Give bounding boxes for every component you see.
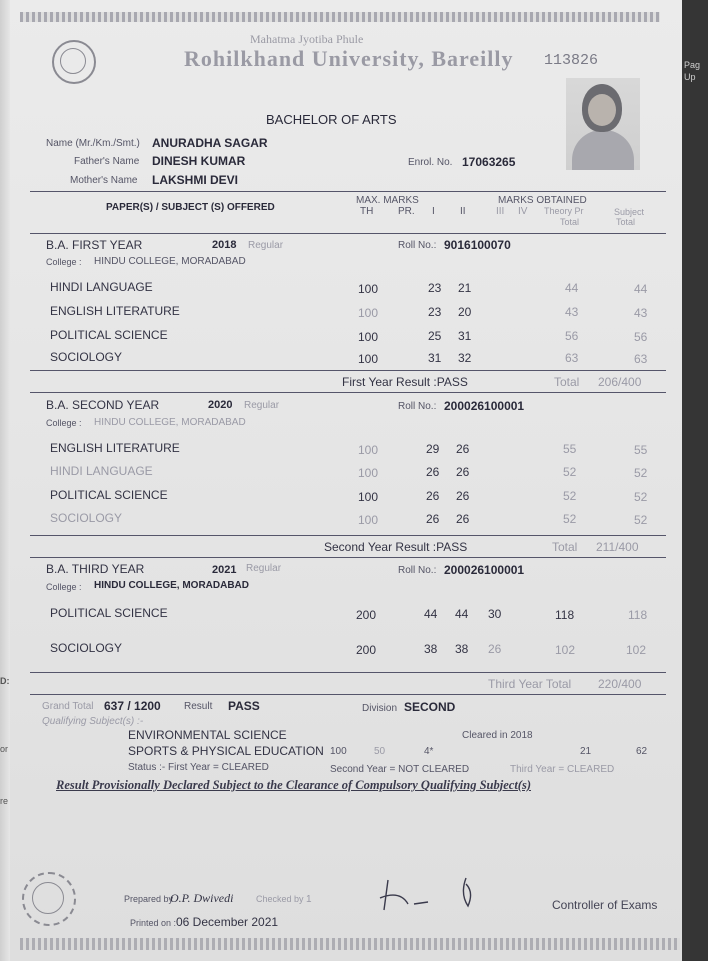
header-theory-pr: Theory Pr: [544, 206, 584, 216]
subject-total: 43: [634, 306, 648, 320]
max-marks: 100: [358, 282, 379, 296]
year-session: 2021: [212, 564, 237, 576]
division-label: Division: [362, 703, 398, 714]
university-name: Rohilkhand University, Bareilly: [184, 46, 514, 71]
year-total: 206/400: [598, 375, 642, 389]
qualifying-marks-i: 50: [374, 746, 386, 757]
subject-name: HINDI LANGUAGE: [50, 464, 153, 478]
year-mode: Regular: [246, 563, 282, 574]
edge-text: or: [0, 744, 9, 754]
max-marks: 100: [358, 443, 379, 457]
qualifying-subject: SPORTS & PHYSICAL EDUCATION: [128, 744, 324, 758]
marks-ii: 26: [456, 489, 470, 503]
header-paper: PAPER(S) / SUBJECT (S) OFFERED: [106, 202, 275, 213]
grand-total-label: Grand Total: [42, 701, 94, 712]
subject-name: SOCIOLOGY: [50, 641, 123, 655]
roll-label: Roll No.:: [398, 240, 437, 251]
subject-total: 118: [628, 608, 648, 622]
max-marks: 100: [358, 513, 379, 527]
marks-i: 38: [424, 642, 438, 656]
marks-total: 118: [555, 608, 575, 622]
marks-total: 52: [563, 512, 577, 526]
header-subject: Subject: [614, 207, 645, 217]
status-third-year: Third Year = CLEARED: [510, 764, 615, 775]
prepared-by: O.P. Dwivedi: [170, 891, 234, 905]
marks-ii: 32: [458, 351, 472, 365]
university-subtitle: Mahatma Jyotiba Phule: [250, 32, 364, 46]
enrol-label: Enrol. No.: [408, 157, 453, 168]
mother-name: LAKSHMI DEVI: [152, 173, 239, 187]
year-total-label: Total: [554, 375, 580, 389]
max-marks: 200: [356, 608, 377, 622]
division: SECOND: [404, 700, 456, 714]
marks-iii: 30: [488, 607, 502, 621]
roll-label: Roll No.:: [398, 401, 437, 412]
roll-number: 9016100070: [444, 238, 511, 252]
edge-text: D:: [0, 676, 10, 686]
decorative-border-top: [20, 12, 660, 22]
qualifying-subject: ENVIRONMENTAL SCIENCE: [128, 728, 287, 742]
printed-on: 06 December 2021: [176, 915, 279, 929]
student-photo: [566, 78, 640, 170]
subject-name: ENGLISH LITERATURE: [50, 304, 180, 318]
marks-total: 52: [563, 489, 577, 503]
mother-label: Mother's Name: [70, 175, 138, 186]
checked-label: Checked by: [256, 894, 304, 904]
marks-ii: 38: [455, 642, 469, 656]
divider: [30, 191, 666, 192]
marks-i: 26: [426, 489, 440, 503]
marks-i: 26: [426, 512, 440, 526]
college-name: HINDU COLLEGE, MORADABAD: [94, 417, 246, 428]
year-session: 2020: [208, 399, 233, 411]
year-title: B.A. THIRD YEAR: [46, 562, 145, 576]
header-marks-obtained: MARKS OBTAINED: [498, 195, 587, 206]
roll-number: 200026100001: [444, 399, 525, 413]
divider: [30, 392, 666, 393]
subject-name: POLITICAL SCIENCE: [50, 488, 168, 502]
college-name: HINDU COLLEGE, MORADABAD: [94, 580, 249, 591]
marks-i: 29: [426, 442, 440, 456]
subject-name: SOCIOLOGY: [50, 350, 123, 364]
max-marks: 100: [358, 352, 379, 366]
marks-ii: 26: [456, 442, 470, 456]
year-title: B.A. FIRST YEAR: [46, 238, 143, 252]
college-label: College :: [46, 418, 82, 428]
year-result: Second Year Result :PASS: [324, 540, 468, 554]
header-th: TH: [360, 206, 374, 217]
divider: [30, 370, 666, 371]
college-name: HINDU COLLEGE, MORADABAD: [94, 256, 246, 267]
qualifying-max: 100: [330, 746, 347, 757]
serial-number: 113826: [544, 52, 599, 69]
decorative-border-bottom: [20, 938, 680, 950]
checked-by: 1: [306, 894, 312, 905]
year-title: B.A. SECOND YEAR: [46, 398, 160, 412]
year-mode: Regular: [248, 240, 284, 251]
subject-name: ENGLISH LITERATURE: [50, 441, 180, 455]
prepared-label: Prepared by: [124, 894, 174, 904]
status-first-year: Status :- First Year = CLEARED: [128, 762, 269, 773]
marks-ii: 20: [458, 305, 472, 319]
subject-total: 56: [634, 330, 648, 344]
result-label: Result: [184, 701, 213, 712]
max-marks: 100: [358, 466, 379, 480]
marks-total: 102: [555, 643, 576, 657]
divider: [30, 672, 666, 673]
year-total: 211/400: [596, 540, 639, 554]
edge-text: Up: [684, 72, 696, 82]
qualifying-subject-total: 62: [636, 746, 648, 757]
marks-i: 23: [428, 305, 442, 319]
subject-total: 52: [634, 513, 648, 527]
year-total-label: Total: [552, 540, 578, 554]
divider: [30, 233, 666, 234]
background-screen-edge: [682, 0, 708, 961]
enrol-number: 17063265: [462, 155, 516, 169]
degree-title: BACHELOR OF ARTS: [266, 112, 397, 127]
university-logo-inner: [60, 48, 86, 74]
header-iv: IV: [518, 206, 528, 217]
divider: [30, 535, 666, 536]
subject-name: SOCIOLOGY: [50, 511, 123, 525]
header-ii: II: [460, 206, 466, 217]
marks-i: 25: [428, 329, 442, 343]
marks-iii: 26: [488, 642, 502, 656]
father-label: Father's Name: [74, 156, 140, 167]
roll-number: 200026100001: [444, 563, 525, 577]
marks-total: 44: [565, 281, 579, 295]
marks-ii: 21: [458, 281, 472, 295]
status-second-year: Second Year = NOT CLEARED: [330, 764, 470, 775]
qualifying-marks-ii: 4*: [424, 746, 434, 757]
subject-total: 55: [634, 443, 648, 457]
marks-i: 26: [426, 465, 440, 479]
marks-total: 52: [563, 465, 577, 479]
edge-text: re: [0, 796, 9, 806]
max-marks: 100: [358, 490, 379, 504]
subject-name: POLITICAL SCIENCE: [50, 328, 168, 342]
subject-name: HINDI LANGUAGE: [50, 280, 153, 294]
marks-total: 43: [565, 305, 579, 319]
controller-signature: [370, 872, 500, 922]
subject-name: POLITICAL SCIENCE: [50, 606, 168, 620]
marks-ii: 44: [455, 607, 469, 621]
header-total: Total: [560, 217, 580, 227]
marks-total: 63: [565, 351, 579, 365]
subject-total: 102: [626, 643, 647, 657]
subject-total: 52: [634, 466, 648, 480]
header-i: I: [432, 206, 435, 217]
max-marks: 100: [358, 330, 379, 344]
marks-i: 31: [428, 351, 442, 365]
header-iii: III: [496, 206, 505, 217]
year-result: First Year Result :PASS: [342, 375, 468, 389]
header-subject-total: Total: [616, 217, 636, 227]
marks-ii: 26: [456, 465, 470, 479]
marks-i: 23: [428, 281, 442, 295]
year-mode: Regular: [244, 400, 280, 411]
subject-total: 52: [634, 490, 648, 504]
edge-text: Pag: [684, 60, 701, 70]
max-marks: 200: [356, 643, 377, 657]
college-label: College :: [46, 582, 82, 592]
marks-ii: 26: [456, 512, 470, 526]
subject-total: 44: [634, 282, 648, 296]
year-session: 2018: [212, 239, 237, 251]
header-pr: PR.: [398, 206, 415, 217]
qualifying-label: Qualifying Subject(s) :-: [42, 716, 144, 727]
qualifying-total: 21: [580, 746, 592, 757]
name-label: Name (Mr./Km./Smt.): [46, 138, 140, 149]
max-marks: 100: [358, 306, 379, 320]
divider: [30, 557, 666, 558]
marks-total: 55: [563, 442, 577, 456]
year-result: Third Year Total: [488, 677, 572, 691]
college-label: College :: [46, 257, 82, 267]
marks-i: 44: [424, 607, 438, 621]
year-total: 220/400: [598, 677, 642, 691]
qualifying-cleared: Cleared in 2018: [462, 730, 533, 741]
university-seal-inner: [32, 882, 64, 914]
divider: [30, 694, 666, 695]
printed-label: Printed on :: [130, 918, 177, 928]
student-name: ANURADHA SAGAR: [152, 136, 268, 150]
header-max-marks: MAX. MARKS: [356, 195, 419, 206]
page-left-shadow: [0, 0, 10, 961]
roll-label: Roll No.:: [398, 565, 437, 576]
provisional-note: Result Provisionally Declared Subject to the Clearance of Compulsory Qualifying Subject(s): [56, 778, 531, 792]
marks-total: 56: [565, 329, 579, 343]
controller-of-exams: Controller of Exams: [552, 898, 658, 912]
grand-total: 637 / 1200: [104, 699, 161, 713]
father-name: DINESH KUMAR: [152, 154, 246, 168]
marks-ii: 31: [458, 329, 472, 343]
overall-result: PASS: [228, 699, 260, 713]
subject-total: 63: [634, 352, 648, 366]
